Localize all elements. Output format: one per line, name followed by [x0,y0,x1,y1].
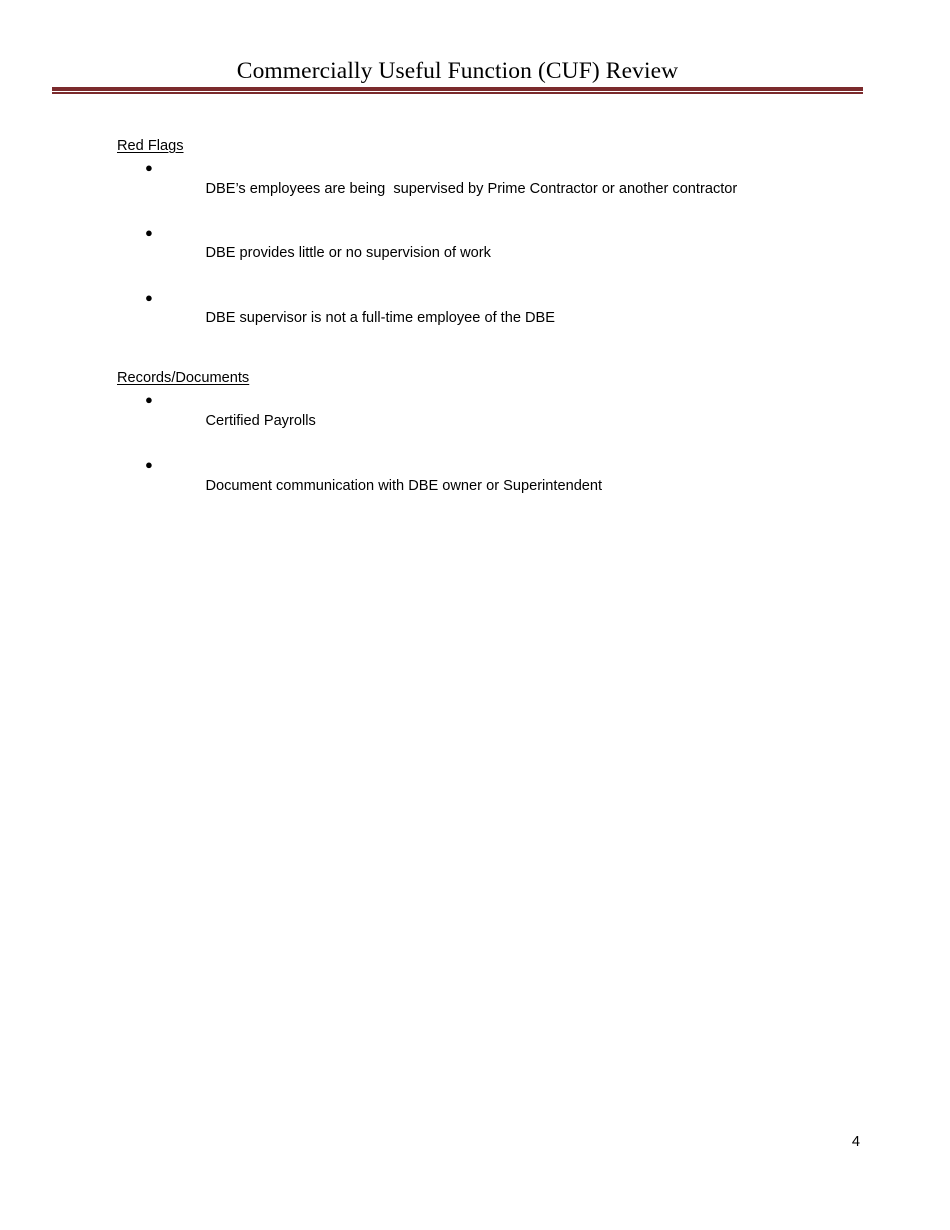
bullet-icon: ● [145,289,153,305]
page-number: 4 [851,1134,860,1150]
document-body [117,136,877,536]
page-title: Commercially Useful Function (CUF) Review [236,58,679,84]
bullet-icon: ● [145,392,153,408]
section-records-documents [117,368,877,519]
header-rule [52,87,863,94]
bullet-list [117,157,877,351]
bullet-icon: ● [145,224,153,240]
section-heading: Red Flags [117,138,184,154]
list-item [117,157,877,222]
list-item-text: DBE’s employees are being supervised by Prime Contractor or another contractor [205,180,738,197]
header-rule-thin [52,92,863,94]
list-item [117,389,877,454]
bullet-icon: ● [145,160,153,175]
list-item-text: Document communication with DBE owner or Superintendent [205,477,603,494]
page-header [52,56,863,94]
list-item [117,222,877,287]
section-heading: Records/Documents [117,370,250,387]
list-item-text: DBE supervisor is not a full-time employee of the DBE [205,310,556,327]
section-red-flags [117,136,877,351]
list-item-text: Certified Payrolls [205,412,316,429]
header-rule-thick [52,87,863,91]
bullet-icon: ● [145,457,153,473]
list-item [117,287,877,352]
list-item [117,454,877,519]
list-item-text: DBE provides little or no supervision of work [205,245,491,262]
bullet-list [117,389,877,519]
